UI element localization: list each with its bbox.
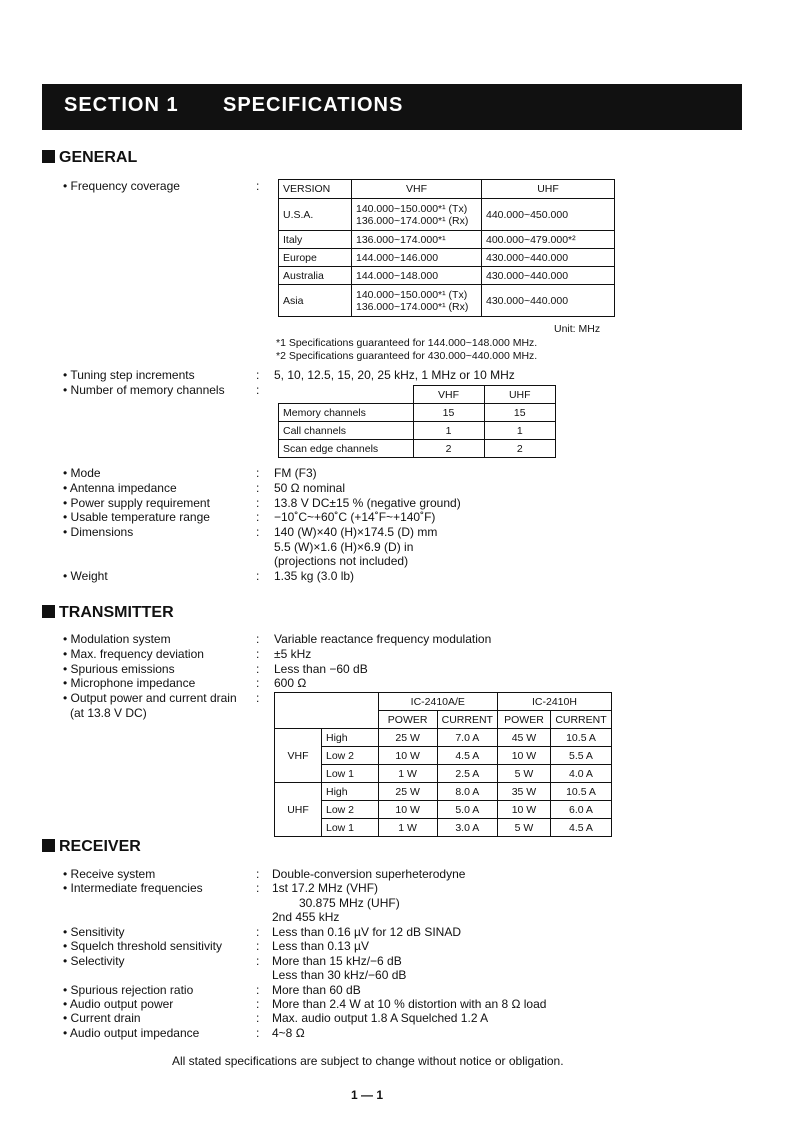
sensitivity-value: Less than 0.16 µV for 12 dB SINAD bbox=[272, 925, 462, 939]
table-row: Australia 144.000~148.000 430.000~440.000 bbox=[279, 267, 615, 285]
dimensions-note: (projections not included) bbox=[274, 554, 409, 568]
table-row: Low 2 10 W 4.5 A 10 W 5.5 A bbox=[275, 747, 612, 765]
if-value-uhf: 30.875 MHz (UHF) bbox=[299, 896, 400, 910]
disclaimer: All stated specifications are subject to change without notice or obligation. bbox=[172, 1054, 564, 1068]
table-row: Asia 140.000~150.000*¹ (Tx) 136.000~174.000*¹ (Rx) 430.000~440.000 bbox=[279, 285, 615, 317]
table-row: Low 2 10 W 5.0 A 10 W 6.0 A bbox=[275, 801, 612, 819]
selectivity-label: • Selectivity bbox=[63, 954, 125, 968]
rejection-label: • Spurious rejection ratio bbox=[63, 983, 194, 997]
dimensions-value-in: 5.5 (W)×1.6 (H)×6.9 (D) in bbox=[274, 540, 414, 554]
sensitivity-label: • Sensitivity bbox=[63, 925, 125, 939]
page-number: 1 — 1 bbox=[351, 1088, 384, 1102]
output-power-sublabel: (at 13.8 V DC) bbox=[70, 706, 147, 720]
transmitter-heading: TRANSMITTER bbox=[42, 604, 174, 622]
mode-label: • Mode bbox=[63, 466, 101, 480]
current-drain-label: • Current drain bbox=[63, 1011, 141, 1025]
output-power-table: IC-2410A/E IC-2410H POWER CURRENT POWER CURRENT VHF High 25 W 7.0 A 45 W 10.5 A Low 2 10 W 4.5 A 10 W 5.5 A Low 1 1 W 2.5 A 5 W 4.0 A UHF High 25 W 8.0 A 35 W 10.5 A Low 2 10 W 5.0 A 10 W 6.0 A Low 1 1 W 3.0 A 5 W 4.5 A bbox=[274, 692, 612, 837]
temperature-value: −10˚C~+60˚C (+14˚F~+140˚F) bbox=[274, 510, 436, 524]
table-row: Low 1 1 W 3.0 A 5 W 4.5 A bbox=[275, 819, 612, 837]
table-row: Memory channels 15 15 bbox=[279, 404, 556, 422]
table-row: VHF High 25 W 7.0 A 45 W 10.5 A bbox=[275, 729, 612, 747]
mic-impedance-value: 600 Ω bbox=[274, 676, 307, 690]
rejection-value: More than 60 dB bbox=[272, 983, 361, 997]
antenna-value: 50 Ω nominal bbox=[274, 481, 346, 495]
section-banner bbox=[42, 84, 742, 130]
weight-label: • Weight bbox=[63, 569, 108, 583]
squelch-label: • Squelch threshold sensitivity bbox=[63, 939, 222, 953]
tuning-value: 5, 10, 12.5, 15, 20, 25 kHz, 1 MHz or 10 MHz bbox=[274, 368, 515, 382]
power-supply-label: • Power supply requirement bbox=[63, 496, 210, 510]
if-label: • Intermediate frequencies bbox=[63, 881, 203, 895]
general-heading: GENERAL bbox=[42, 149, 137, 167]
output-power-label: • Output power and current drain bbox=[63, 691, 237, 705]
dimensions-value-mm: 140 (W)×40 (H)×174.5 (D) mm bbox=[274, 525, 438, 539]
table-row: Low 1 1 W 2.5 A 5 W 4.0 A bbox=[275, 765, 612, 783]
antenna-label: • Antenna impedance bbox=[63, 481, 177, 495]
deviation-value: ±5 kHz bbox=[274, 647, 312, 661]
weight-value: 1.35 kg (3.0 lb) bbox=[274, 569, 355, 583]
spurious-value: Less than −60 dB bbox=[274, 662, 368, 676]
dimensions-label: • Dimensions bbox=[63, 525, 134, 539]
audio-impedance-label: • Audio output impedance bbox=[63, 1026, 200, 1040]
tuning-label: • Tuning step increments bbox=[63, 368, 195, 382]
table-row: Scan edge channels 2 2 bbox=[279, 440, 556, 458]
audio-power-value: More than 2.4 W at 10 % distortion with an 8 Ω load bbox=[272, 997, 547, 1011]
table-row: U.S.A. 140.000~150.000*¹ (Tx) 136.000~174.000*¹ (Rx) 440.000~450.000 bbox=[279, 199, 615, 231]
if-value-2nd: 2nd 455 kHz bbox=[272, 910, 340, 924]
deviation-label: • Max. frequency deviation bbox=[63, 647, 204, 661]
modulation-label: • Modulation system bbox=[63, 632, 171, 646]
table-row: UHF High 25 W 8.0 A 35 W 10.5 A bbox=[275, 783, 612, 801]
footnote-2: *2 Specifications guaranteed for 430.000~440.000 MHz. bbox=[276, 350, 538, 362]
frequency-table: VERSION VHF UHF U.S.A. 140.000~150.000*¹ (Tx) 136.000~174.000*¹ (Rx) 440.000~450.000 Italy 136.000~174.000*¹ 400.000~479.000*² Europe 144.000~146.000 430.000~440.000 Australia 144.000~148.000 430.000~440.000 Asia 140.000~150.000*¹ (Tx) 136.000~174.000*¹ (Rx) 430.000~440.000 bbox=[278, 179, 615, 317]
squelch-value: Less than 0.13 µV bbox=[272, 939, 369, 953]
modulation-value: Variable reactance frequency modulation bbox=[274, 632, 492, 646]
footnote-1: *1 Specifications guaranteed for 144.000~148.000 MHz. bbox=[276, 337, 538, 349]
audio-power-label: • Audio output power bbox=[63, 997, 174, 1011]
section-title: SPECIFICATIONS bbox=[223, 94, 404, 116]
memory-label: • Number of memory channels bbox=[63, 383, 225, 397]
temperature-label: • Usable temperature range bbox=[63, 510, 210, 524]
receive-system-label: • Receive system bbox=[63, 867, 156, 881]
freq-coverage-label: • Frequency coverage bbox=[63, 179, 180, 193]
table-row: Italy 136.000~174.000*¹ 400.000~479.000*² bbox=[279, 231, 615, 249]
receive-system-value: Double-conversion superheterodyne bbox=[272, 867, 466, 881]
mic-impedance-label: • Microphone impedance bbox=[63, 676, 196, 690]
memory-table: VHF UHF Memory channels 15 15 Call channels 1 1 Scan edge channels 2 2 bbox=[278, 385, 556, 458]
power-supply-value: 13.8 V DC±15 % (negative ground) bbox=[274, 496, 461, 510]
table-row: Call channels 1 1 bbox=[279, 422, 556, 440]
if-value-1st: 1st 17.2 MHz (VHF) bbox=[272, 881, 379, 895]
audio-impedance-value: 4~8 Ω bbox=[272, 1026, 305, 1040]
selectivity-value-2: Less than 30 kHz/−60 dB bbox=[272, 968, 407, 982]
mode-value: FM (F3) bbox=[274, 466, 317, 480]
receiver-heading: RECEIVER bbox=[42, 838, 141, 856]
spurious-label: • Spurious emissions bbox=[63, 662, 175, 676]
table-row: Europe 144.000~146.000 430.000~440.000 bbox=[279, 249, 615, 267]
section-number: SECTION 1 bbox=[64, 94, 179, 116]
current-drain-value: Max. audio output 1.8 A Squelched 1.2 A bbox=[272, 1011, 489, 1025]
selectivity-value-1: More than 15 kHz/−6 dB bbox=[272, 954, 402, 968]
unit-note: Unit: MHz bbox=[554, 323, 601, 335]
